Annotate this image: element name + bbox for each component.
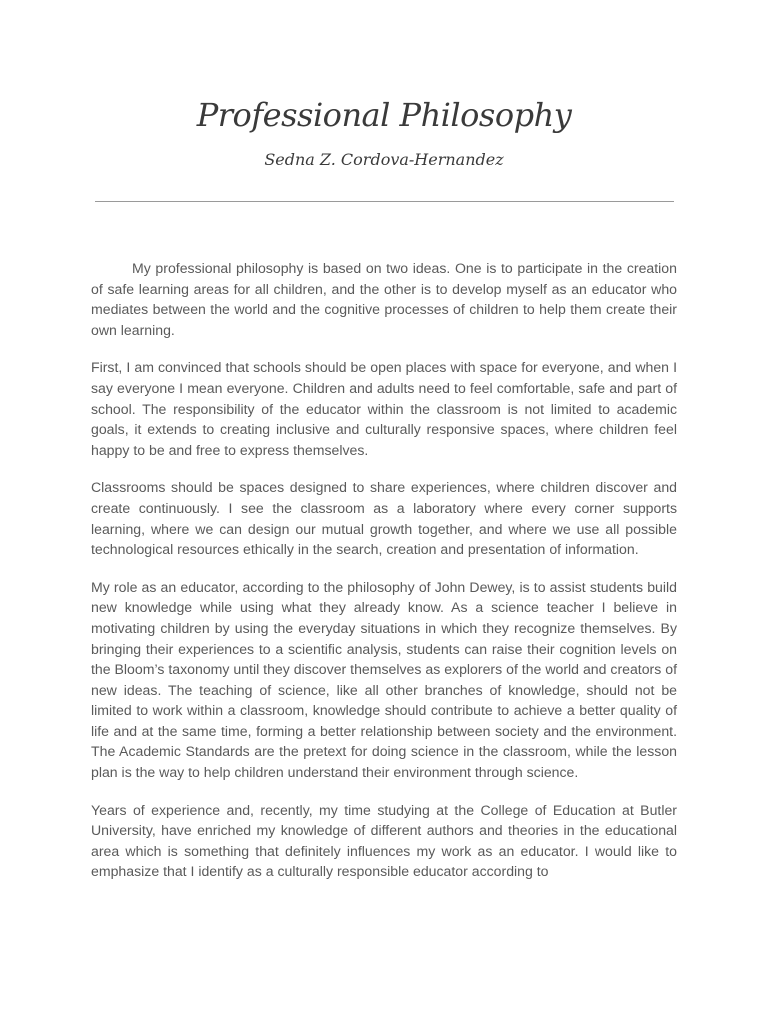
document-author: Sedna Z. Cordova-Hernandez: [264, 150, 504, 169]
title-divider: [95, 201, 674, 202]
paragraph-4: My role as an educator, according to the philosophy of John Dewey, is to assist students build new knowledge while using what they already know. As a science teacher I believe in motivating children by using the everyday situations in which they recognize themselves. By bringing their experiences to a scientific analysis, students can raise their cognition levels on the Bloom’s taxonomy until they discover themselves as explorers of the world and creators of new ideas. The teaching of science, like all other branches of knowledge, should not be limited to work within a classroom, knowledge should contribute to achieve a better quality of life and at the same time, forming a better relationship between society and the environment. The Academic Standards are the pretext for doing science in the classroom, while the lesson plan is the way to help children understand their environment through science.: [91, 578, 677, 781]
paragraph-1: My professional philosophy is based on two ideas. One is to participate in the creation of safe learning areas for all children, and the other is to develop myself as an educator who mediates between the world and the cognitive processes of children to help them create their own learning.: [91, 260, 677, 338]
document-title: Professional Philosophy: [196, 96, 572, 134]
paragraph-2: First, I am convinced that schools should be open places with space for everyone, and when I say everyone I mean everyone. Children and adults need to feel comfortable, safe and part of school. The responsibility of the educator within the classroom is not limited to academic goals, it extends to creating inclusive and culturally responsive spaces, where children feel happy to be and free to express themselves.: [91, 359, 677, 458]
paragraph-3: Classrooms should be spaces designed to share experiences, where children discover and create continuously. I see the classroom as a laboratory where every corner supports learning, where we can design our mutual growth together, and where we use all possible technological resources ethically in the search, creation and presentation of information.: [91, 479, 677, 558]
paragraph-5: Years of experience and, recently, my time studying at the College of Education at Butler University, have enriched my knowledge of different authors and theories in the educational area which is something that definitely influences my work as an educator. I would like to emphasize that I identify as a culturally responsible educator according to: [91, 801, 677, 880]
document-body: [91, 258, 677, 899]
